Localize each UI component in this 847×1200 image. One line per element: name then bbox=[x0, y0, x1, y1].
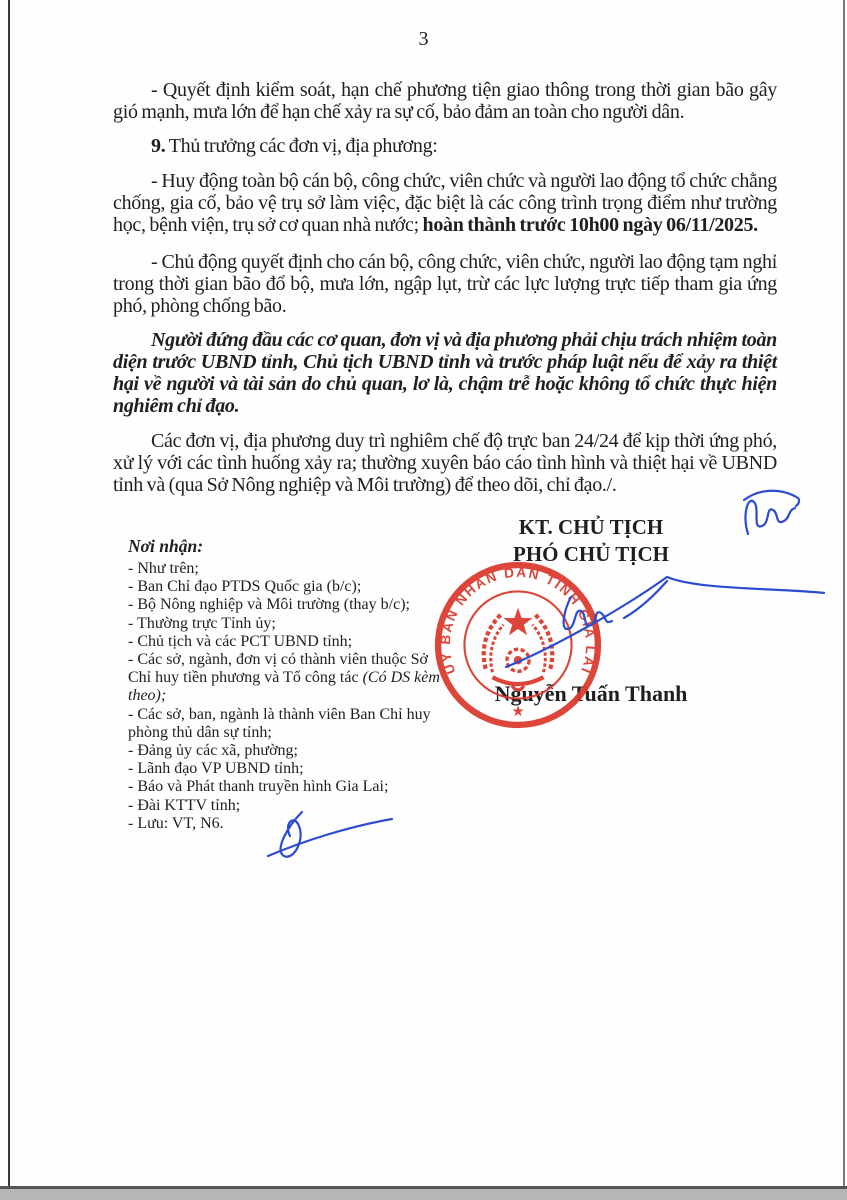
recipient-text: - Đảng ủy các xã, phường; bbox=[128, 742, 298, 760]
paragraph-mobilize-text: - Huy động toàn bộ cán bộ, công chức, viên chức và người lao động tổ chức chằng chống, gia cố, bảo vệ trụ sở làm việc, đặc biệt là các công trình trọng điểm như trường học, bệnh viện, trụ sở cơ quan nhà nước; bbox=[113, 170, 777, 236]
section-9-title: Thủ trưởng các đơn vị, địa phương: bbox=[165, 135, 438, 157]
recipient-text: - Như trên; bbox=[128, 560, 199, 577]
signature-title-line1: KT. CHỦ TỊCH bbox=[518, 515, 664, 539]
paraph-top-swash bbox=[744, 491, 799, 506]
paragraph-responsibility-emphasis: Người đứng đầu các cơ quan, đơn vị và địa phương phải chịu trách nhiệm toàn diện trước UBND tỉnh, Chủ tịch UBND tỉnh và trước pháp luật nếu để xảy ra thiệt hại về người và tài sản do chủ quan, lơ là, chậm trễ hoặc không tổ chức thực hiện nghiêm chỉ đạo. bbox=[113, 329, 777, 417]
recipient-text: - Báo và Phát thanh truyền hình Gia Lai; bbox=[128, 778, 389, 796]
recipient-item bbox=[128, 560, 450, 578]
deadline-bold-text: hoàn thành trước 10h00 ngày 06/11/2025. bbox=[422, 214, 758, 236]
recipient-text: - Thường trực Tỉnh ủy; bbox=[128, 614, 276, 632]
stamp-banner-knot bbox=[512, 686, 524, 690]
recipient-item bbox=[128, 760, 450, 778]
recipients-label: Nơi nhận: bbox=[128, 536, 204, 556]
recipient-text: - Ban Chỉ đạo PTDS Quốc gia (b/c); bbox=[128, 578, 362, 596]
recipient-text: - Các sở, ban, ngành là thành viên Ban Chỉ huy phòng thủ dân sự tỉnh; bbox=[128, 705, 431, 741]
paragraph-leave-decision: - Chủ động quyết định cho cán bộ, công chức, viên chức, người lao động tạm nghỉ trong thời gian bão đổ bộ, mưa lớn, ngập lụt, trừ các lực lượng trực tiếp tham gia ứng phó, phòng chống bão. bbox=[113, 251, 777, 317]
recipient-text: - Lãnh đạo VP UBND tỉnh; bbox=[128, 760, 304, 778]
stamp-banner bbox=[493, 677, 544, 684]
signature-flick-stroke bbox=[624, 581, 667, 618]
signature-title-line2: PHÓ CHỦ TỊCH bbox=[513, 542, 669, 566]
page-number: 3 bbox=[418, 28, 429, 50]
recipient-text: - Các sở, ngành, đơn vị có thành viên thuộc Sở Chỉ huy tiền phương và Tổ công tác bbox=[128, 651, 428, 687]
signature-sweep-stroke bbox=[506, 577, 824, 667]
recipient-item bbox=[128, 615, 450, 633]
paraph-top-loops bbox=[746, 501, 795, 534]
paraph-bottom-tail bbox=[268, 819, 392, 856]
paragraph-mobilize bbox=[113, 170, 777, 236]
scan-background-strip bbox=[0, 1189, 847, 1200]
recipient-text: - Bộ Nông nghiệp và Môi trường (thay b/c); bbox=[128, 596, 410, 614]
recipient-text: - Lưu: VT, N6. bbox=[128, 814, 224, 832]
initial-paraph-top bbox=[738, 486, 806, 546]
recipient-item bbox=[128, 778, 450, 796]
recipient-item bbox=[128, 596, 450, 614]
initial-paraph-bottom bbox=[246, 806, 396, 864]
paragraph-traffic-control: - Quyết định kiểm soát, hạn chế phương tiện giao thông trong thời gian bão gây gió mạnh, mưa lớn để hạn chế xảy ra sự cố, bảo đảm an toàn cho người dân. bbox=[113, 79, 777, 123]
paragraph-duty-watch: Các đơn vị, địa phương duy trì nghiêm chế độ trực ban 24/24 để kịp thời ứng phó, xử lý với các tình huống xảy ra; thường xuyên báo cáo tình hình và thiệt hại về UBND tỉnh và (qua Sở Nông nghiệp và Môi trường) để theo dõi, chỉ đạo./. bbox=[113, 430, 777, 496]
recipient-item bbox=[128, 578, 450, 596]
stamp-bottom-star-icon: ★ bbox=[512, 703, 524, 719]
document-body bbox=[113, 79, 777, 496]
section-9-heading bbox=[113, 135, 777, 157]
recipient-item bbox=[128, 651, 450, 706]
recipient-item bbox=[128, 742, 450, 760]
recipient-text-italic: (Có DS kèm theo); bbox=[128, 669, 440, 705]
recipients-list bbox=[128, 560, 450, 833]
recipient-text: - Chủ tịch và các PCT UBND tỉnh; bbox=[128, 632, 353, 650]
scan-border-right bbox=[843, 0, 845, 1188]
signer-name: Nguyễn Tuấn Thanh bbox=[494, 681, 688, 706]
recipient-item bbox=[128, 706, 450, 742]
signature-loops-stroke bbox=[564, 597, 612, 629]
recipient-item bbox=[128, 633, 450, 651]
recipient-text: - Đài KTTV tỉnh; bbox=[128, 796, 241, 814]
section-9-number: 9. bbox=[151, 135, 166, 157]
signature-ink bbox=[488, 572, 838, 677]
stamp-ring-text: ỦY BAN NHÂN DÂN TỈNH GIA LAI bbox=[437, 564, 599, 677]
scan-border-left bbox=[8, 0, 10, 1188]
